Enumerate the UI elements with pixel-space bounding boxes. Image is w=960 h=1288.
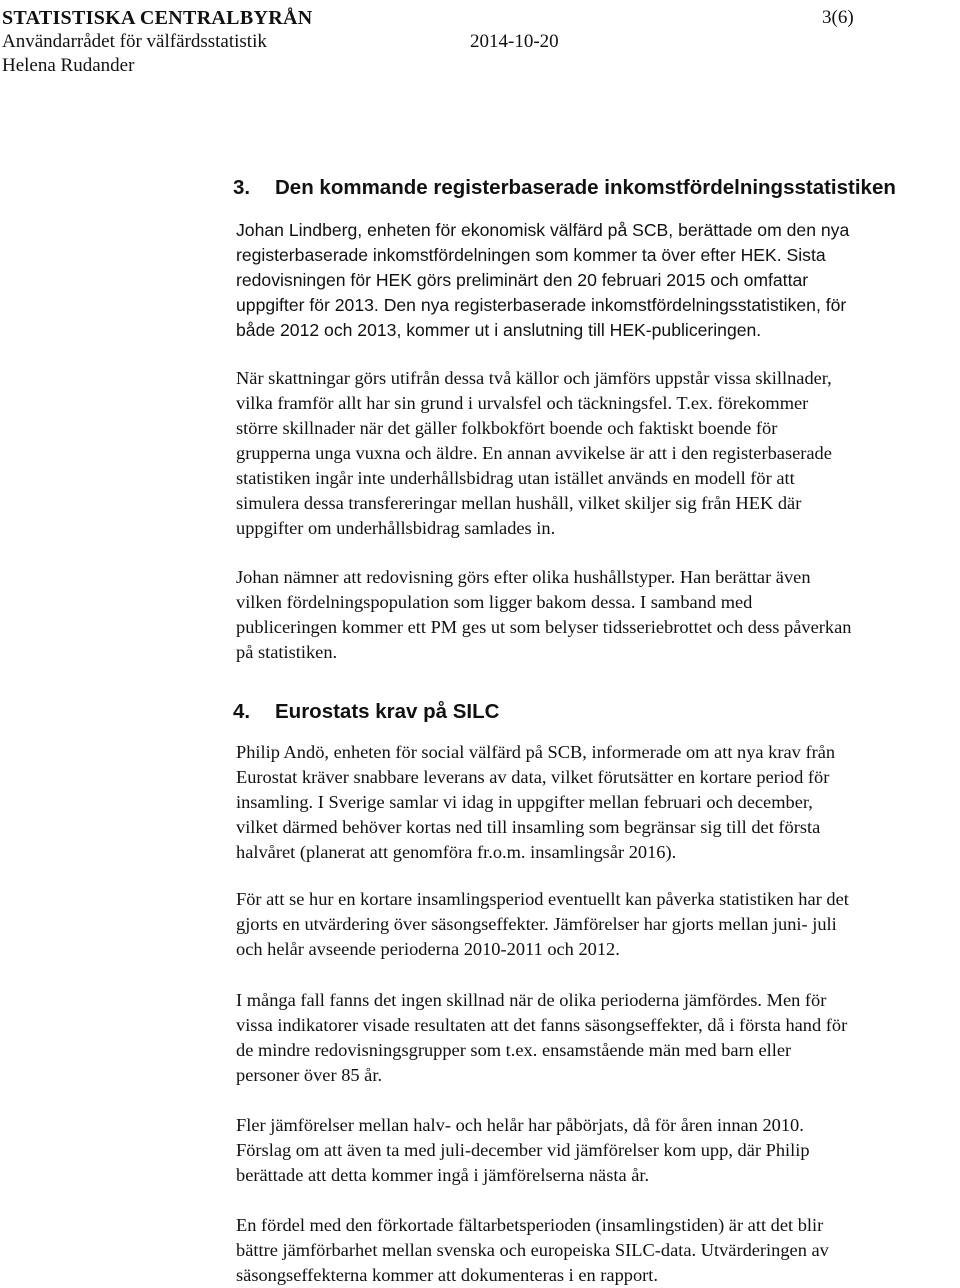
- department-name: Användarrådet för välfärdsstatistik: [2, 31, 267, 52]
- paragraph: För att se hur en kortare insamlingsperiod eventuellt kan påverka statistiken har det gjorts en utvärdering över säsongseffekter. Jämförelser har gjorts mellan juni- juli och helår avseende perioderna 2010-2011 och 2012.: [236, 889, 849, 959]
- paragraph: En fördel med den förkortade fältarbetsperioden (insamlingstiden) är att det blir bättre jämförbarhet mellan svenska och europeiska SILC-data. Utvärderingen av säsongseffekterna kommer att dokumenteras i en rapport.: [236, 1215, 829, 1285]
- section-title: Eurostats krav på SILC: [275, 700, 500, 723]
- paragraph: Fler jämförelser mellan halv- och helår har påbörjats, då för åren innan 2010. Förslag om att även ta med juli-december vid jämförelser kom upp, där Philip berättade att detta kommer ingå i jämförelserna nästa år.: [236, 1115, 810, 1185]
- paragraph: I många fall fanns det ingen skillnad när de olika perioderna jämfördes. Men för vissa indikatorer visade resultaten att det fanns säsongseffekter, då i första hand för de mindre redovisningsgrupper som t.ex. ensamstående män med barn eller personer över 85 år.: [236, 990, 848, 1085]
- section-title: Den kommande registerbaserade inkomstfördelningsstatistiken: [275, 176, 896, 199]
- organization-name: STATISTISKA CENTRALBYRÅN: [2, 7, 313, 29]
- page-number: 3(6): [822, 7, 854, 28]
- paragraph: När skattningar görs utifrån dessa två källor och jämförs uppstår vissa skillnader, vilka framför allt har sin grund i urvalsfel och täckningsfel. T.ex. förekommer större skillnader när det gäller folkbokfört boende och faktiskt boende för grupperna unga vuxna och äldre. En annan avvikelse är att i den registerbaserade statistiken ingår inte underhållsbidrag utan istället används en modell för att simulera dessa transfereringar mellan hushåll, vilket skiljer sig från HEK där uppgifter om underhållsbidrag samlades in.: [236, 368, 832, 538]
- paragraph: Philip Andö, enheten för social välfärd på SCB, informerade om att nya krav från Eurostat kräver snabbare leverans av data, vilket förutsätter en kortare period för insamling. I Sverige samlar vi idag in uppgifter mellan februari och december, vilket därmed behöver kortas ned till insamling som begränsar sig till det första halvåret (planerat att genomföra fr.o.m. insamlingsår 2016).: [236, 742, 836, 862]
- document-date: 2014-10-20: [470, 31, 559, 52]
- section-heading: [233, 176, 896, 200]
- section-heading: [233, 700, 499, 724]
- section-number: 3.: [233, 176, 251, 199]
- paragraph: Johan Lindberg, enheten för ekonomisk välfärd på SCB, berättade om den nya registerbaserade inkomstfördelningen som kommer ta över efter HEK. Sista redovisningen för HEK görs preliminärt den 20 februari 2015 och omfattar uppgifter för 2013. Den nya registerbaserade inkomstfördelningsstatistiken, för både 2012 och 2013, kommer ut i anslutning till HEK-publiceringen.: [236, 220, 850, 340]
- section-number: 4.: [233, 700, 251, 723]
- author-name: Helena Rudander: [2, 55, 135, 76]
- paragraph: Johan nämner att redovisning görs efter olika hushållstyper. Han berättar även vilken fördelningspopulation som ligger bakom dessa. I samband med publiceringen kommer ett PM ges ut som belyser tidsseriebrottet och dess påverkan på statistiken.: [236, 567, 852, 662]
